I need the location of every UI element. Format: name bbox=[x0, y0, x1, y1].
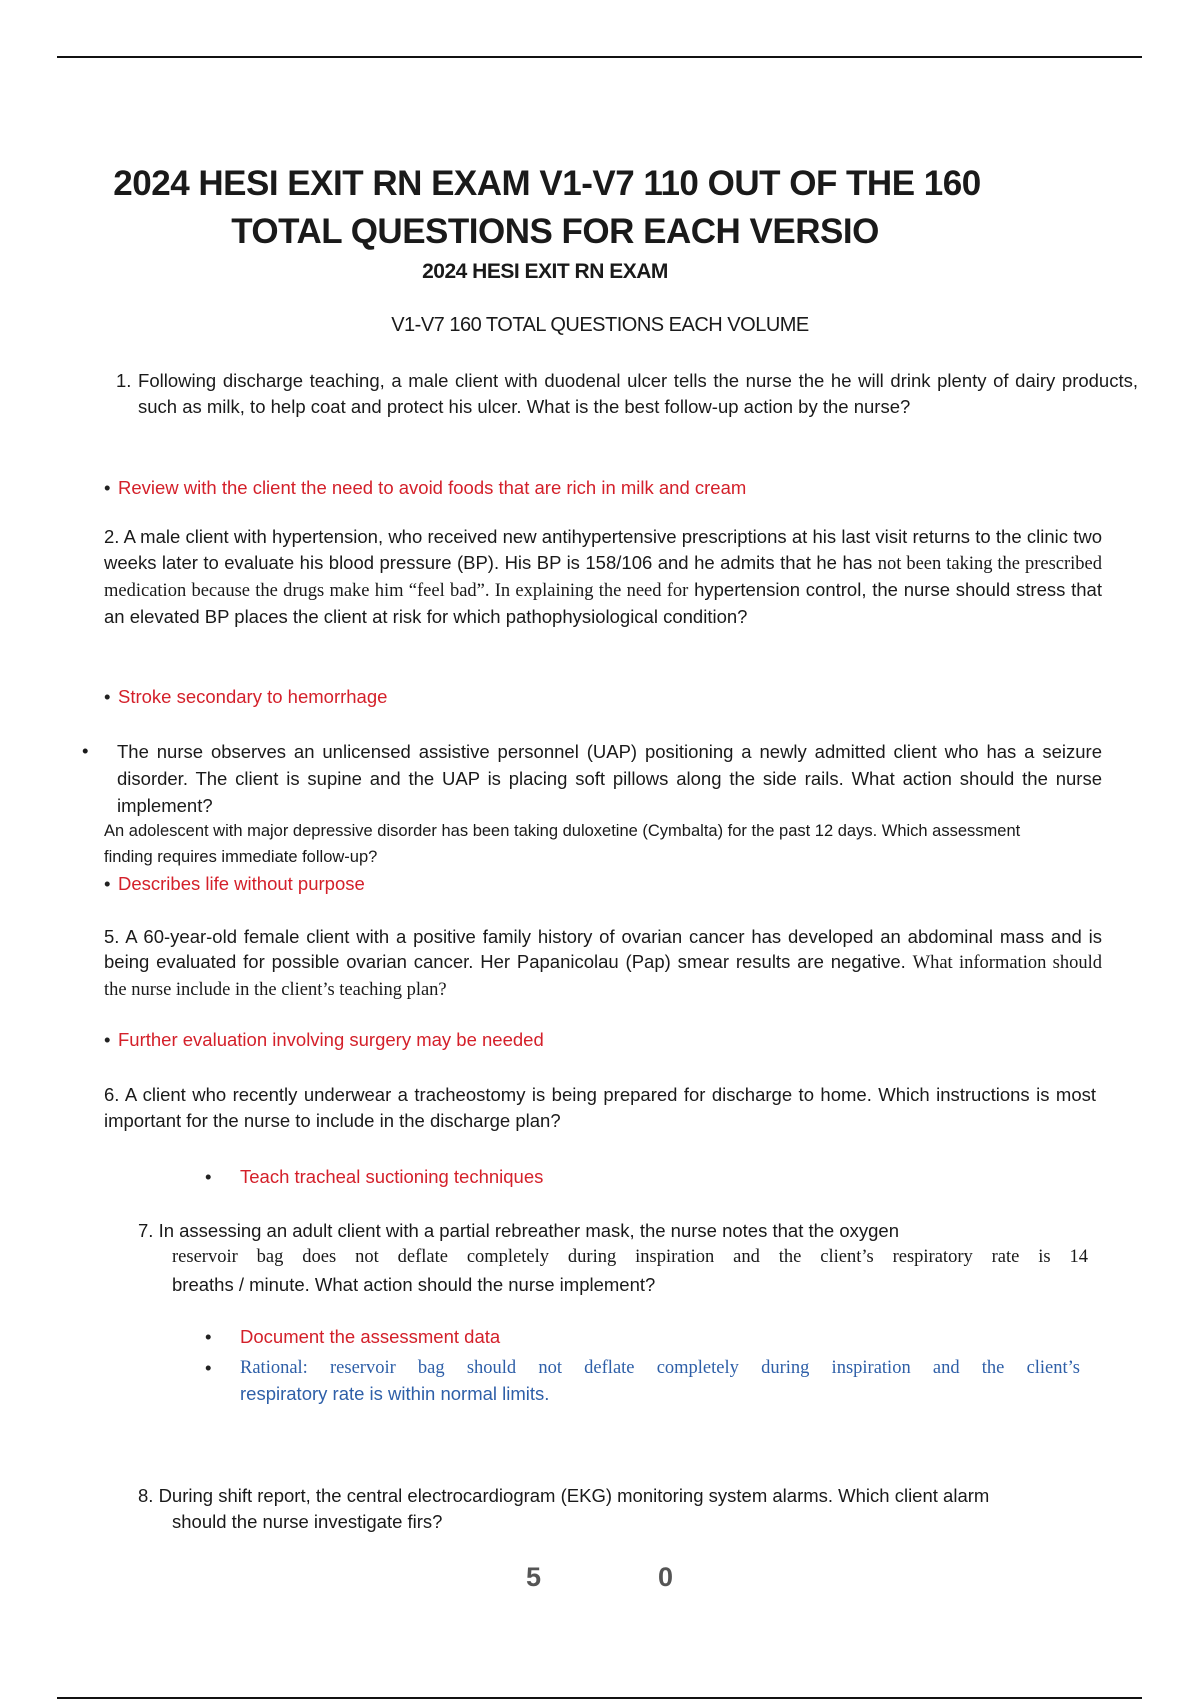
q7-text-b: reservoir bag does not deflate completely during inspiration and the client’s respiratory rate is 14 bbox=[172, 1247, 1088, 1267]
rationale-text-b: respiratory rate is within normal limits. bbox=[240, 1383, 550, 1404]
q7-text-a: 7. In assessing an adult client with a partial rebreather mask, the nurse notes that the oxygen bbox=[138, 1220, 899, 1241]
question-1: 1. Following discharge teaching, a male client with duodenal ulcer tells the nurse the he will drink plenty of dairy products, such as milk, to help coat and protect his ulcer. What is the best follow-up action by the nurse? bbox=[116, 370, 1138, 417]
bullet: • bbox=[104, 873, 111, 894]
rationale-7 bbox=[205, 1355, 1080, 1407]
rationale-text-a: Rational: reservoir bag should not deflate completely during inspiration and the client’s bbox=[240, 1358, 1080, 1378]
q8-text-b: should the nurse investigate firs? bbox=[172, 1511, 443, 1532]
bullet: • bbox=[104, 477, 111, 498]
bullet: • bbox=[205, 1357, 212, 1378]
answer-6 bbox=[205, 1164, 543, 1190]
answer-4 bbox=[104, 871, 365, 897]
question-7 bbox=[138, 1217, 1088, 1298]
question-8 bbox=[138, 1483, 1098, 1535]
question-3: The nurse observes an unlicensed assistive personnel (UAP) positioning a newly admitted client who has a seizure disorder. The client is supine and the UAP is placing soft pillows along the side rails. What action should the nurse implement? bbox=[117, 741, 1102, 816]
question-6: 6. A client who recently underwear a tracheostomy is being prepared for discharge to home. Which instructions is most important for the nurse to include in the discharge plan? bbox=[104, 1084, 1096, 1131]
question-2 bbox=[104, 524, 1102, 630]
bullet: • bbox=[82, 740, 89, 761]
bullet: • bbox=[104, 686, 111, 707]
bullet: • bbox=[205, 1166, 212, 1187]
title-line-1: 2024 HESI EXIT RN EXAM V1-V7 110 OUT OF THE 160 bbox=[113, 164, 981, 203]
q2-text-b: not been taking the prescribed medication because the drugs make him “feel bad”. In explaining the need for bbox=[104, 554, 1103, 601]
bullet: • bbox=[205, 1326, 212, 1347]
answer-text: Review with the client the need to avoid foods that are rich in milk and cream bbox=[118, 477, 747, 498]
q2-text-c: hypertension control, the nurse should stress that an elevated BP places the client at risk for which pathophysiological condition? bbox=[104, 579, 1102, 627]
answer-text: Teach tracheal suctioning techniques bbox=[240, 1166, 544, 1187]
q7-text-c: breaths / minute. What action should the nurse implement? bbox=[172, 1274, 656, 1295]
answer-text: Document the assessment data bbox=[240, 1326, 501, 1347]
top-rule bbox=[57, 56, 1142, 58]
q8-text-a: 8. During shift report, the central electrocardiogram (EKG) monitoring system alarms. Which client alarm bbox=[138, 1485, 990, 1506]
question-4: An adolescent with major depressive disorder has been taking duloxetine (Cymbalta) for the past 12 days. Which assessment finding requires immediate follow-up? bbox=[104, 822, 1021, 866]
page-number-digit: 0 bbox=[658, 1562, 674, 1592]
q2-text-a: 2. A male client with hypertension, who received new antihypertensive prescriptions at his last visit returns to the clinic two weeks later to evaluate his blood pressure (BP). His BP is 158/106 and he admits that he has bbox=[104, 526, 1102, 573]
page-number-digit: 5 bbox=[526, 1562, 542, 1592]
answer-5 bbox=[104, 1027, 544, 1053]
answer-7 bbox=[205, 1324, 500, 1350]
answer-text: Further evaluation involving surgery may be needed bbox=[118, 1029, 544, 1050]
q5-text-a: 5. A 60-year-old female client with a positive family history of ovarian cancer has developed an abdominal mass and is being evaluated for possible ovarian cancer. Her Papanicolau (Pap) smear results are negative. bbox=[104, 926, 1102, 972]
answer-text: Stroke secondary to hemorrhage bbox=[118, 686, 388, 707]
bullet: • bbox=[104, 1029, 111, 1050]
answer-2 bbox=[104, 684, 387, 710]
title-line-2: TOTAL QUESTIONS FOR EACH VERSIO bbox=[231, 212, 879, 251]
q5-text-b: What information should the nurse include in the client’s teaching plan? bbox=[104, 953, 1102, 1000]
question-5 bbox=[104, 924, 1102, 1003]
subheading: V1-V7 160 TOTAL QUESTIONS EACH VOLUME bbox=[391, 314, 809, 336]
answer-1 bbox=[104, 475, 746, 501]
bottom-rule bbox=[57, 1697, 1142, 1699]
answer-text: Describes life without purpose bbox=[118, 873, 365, 894]
subtitle: 2024 HESI EXIT RN EXAM bbox=[422, 260, 668, 283]
